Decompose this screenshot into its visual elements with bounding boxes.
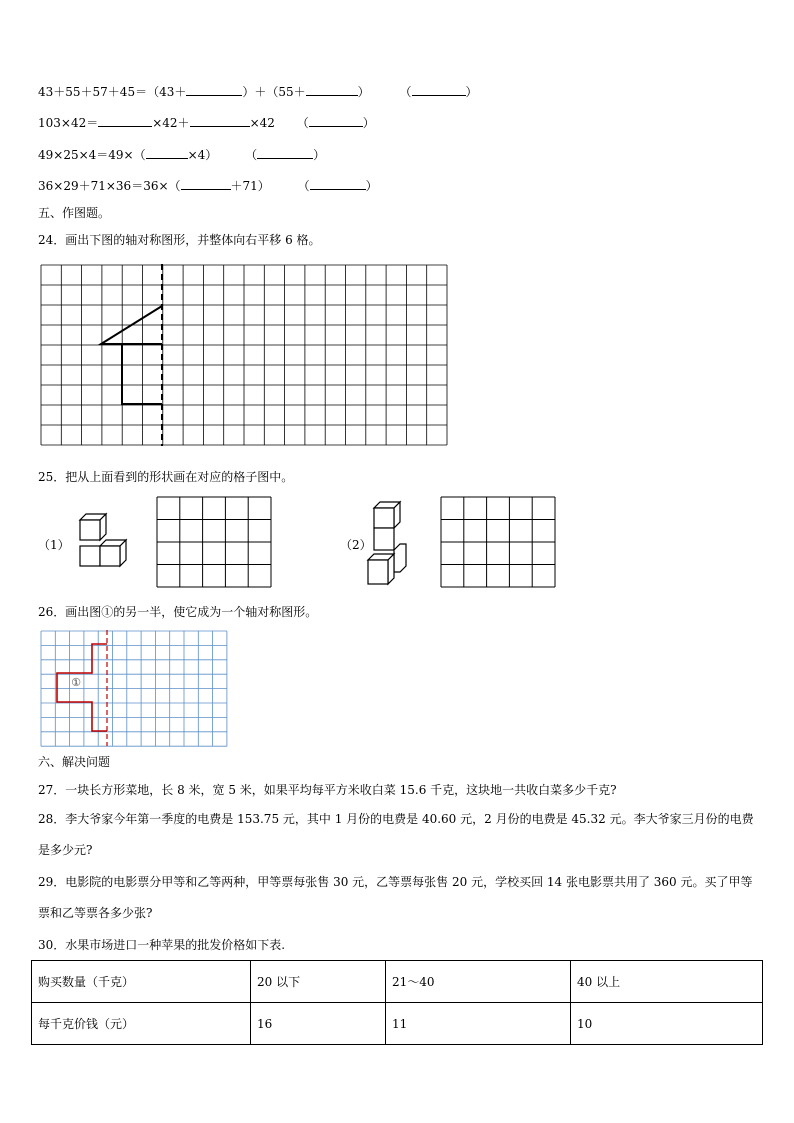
cube-stack-2-icon <box>368 500 412 586</box>
table-cell: 10 <box>571 1003 763 1045</box>
table-cell: 每千克价钱（元） <box>32 1003 251 1045</box>
answer-blank[interactable] <box>310 178 366 190</box>
arith-text: 36×29＋71×36＝36×（ <box>38 179 181 193</box>
arith-text: ×42＋ <box>152 116 190 130</box>
half-figure-body <box>122 344 162 404</box>
q25-label-2: （2） <box>340 538 372 552</box>
q24-grid[interactable] <box>40 264 450 448</box>
table-row <box>32 1003 763 1045</box>
answer-blank[interactable] <box>412 84 466 96</box>
question-25: 25．把从上面看到的形状画在对应的格子图中。 <box>38 470 294 484</box>
answer-blank[interactable] <box>309 115 363 127</box>
arith-text: ＋71） <box>230 179 270 193</box>
table-cell: 购买数量（千克） <box>32 961 251 1003</box>
table-cell: 16 <box>251 1003 386 1045</box>
table-cell: 21～40 <box>386 961 571 1003</box>
answer-blank[interactable] <box>186 84 242 96</box>
arith-text: ×4） <box>187 148 218 162</box>
table-cell: 11 <box>386 1003 571 1045</box>
answer-blank[interactable] <box>146 147 188 159</box>
question-29: 29．电影院的电影票分甲等和乙等两种，甲等票每张售 30 元，乙等票每张售 20 元，学校买回 14 张电影票共用了 360 元。买了甲等票和乙等票各多少张? <box>38 875 753 920</box>
q26-grid[interactable] <box>40 630 228 748</box>
q25-grid-1[interactable] <box>156 496 272 589</box>
answer-blank[interactable] <box>181 178 231 190</box>
arith-line-2 <box>38 114 375 131</box>
question-30: 30．水果市场进口一种苹果的批发价格如下表. <box>38 938 286 952</box>
section-5-heading: 五、作图题。 <box>38 206 111 220</box>
arith-line-3 <box>38 146 325 163</box>
question-26: 26．画出图①的另一半，使它成为一个轴对称图形。 <box>38 605 318 619</box>
figure-1-mark: ① <box>71 676 81 689</box>
table-row <box>32 961 763 1003</box>
table-cell: 20 以下 <box>251 961 386 1003</box>
paren-close: ） <box>365 179 378 193</box>
answer-blank[interactable] <box>190 115 250 127</box>
arith-text: 49×25×4＝49×（ <box>38 148 146 162</box>
arith-line-1 <box>38 83 478 100</box>
table-cell: 40 以上 <box>571 961 763 1003</box>
paren-open: （ <box>399 85 412 99</box>
answer-blank[interactable] <box>306 84 358 96</box>
paren-close: ） <box>465 85 478 99</box>
paren-open: （ <box>297 179 310 193</box>
cube-stack-1-icon <box>74 512 130 574</box>
price-table <box>31 960 763 1045</box>
answer-blank[interactable] <box>257 147 313 159</box>
section-6-heading: 六、解决问题 <box>38 755 111 769</box>
arith-line-4 <box>38 177 378 194</box>
q25-label-1: （1） <box>38 538 70 552</box>
arith-text: 43＋55＋57＋45＝（43＋ <box>38 85 187 99</box>
paren-close: ） <box>313 148 326 162</box>
question-28: 28．李大爷家今年第一季度的电费是 153.75 元，其中 1 月份的电费是 40.60 元，2 月份的电费是 45.32 元。李大爷家三月份的电费是多少元? <box>38 812 754 857</box>
paren-open: （ <box>245 148 258 162</box>
paren-open: （ <box>296 116 309 130</box>
figure-1-half <box>57 644 107 731</box>
arith-text: ×42 <box>249 116 275 130</box>
arith-text: ） <box>357 85 370 99</box>
question-24: 24．画出下图的轴对称图形，并整体向右平移 6 格。 <box>38 233 321 247</box>
arith-text: ）＋（55＋ <box>242 85 306 99</box>
arith-text: 103×42＝ <box>38 116 99 130</box>
paren-close: ） <box>362 116 375 130</box>
q25-grid-2[interactable] <box>440 496 556 589</box>
question-27: 27．一块长方形菜地，长 8 米，宽 5 米，如果平均每平方米收白菜 15.6 千克，这块地一共收白菜多少千克? <box>38 783 617 797</box>
answer-blank[interactable] <box>98 115 152 127</box>
